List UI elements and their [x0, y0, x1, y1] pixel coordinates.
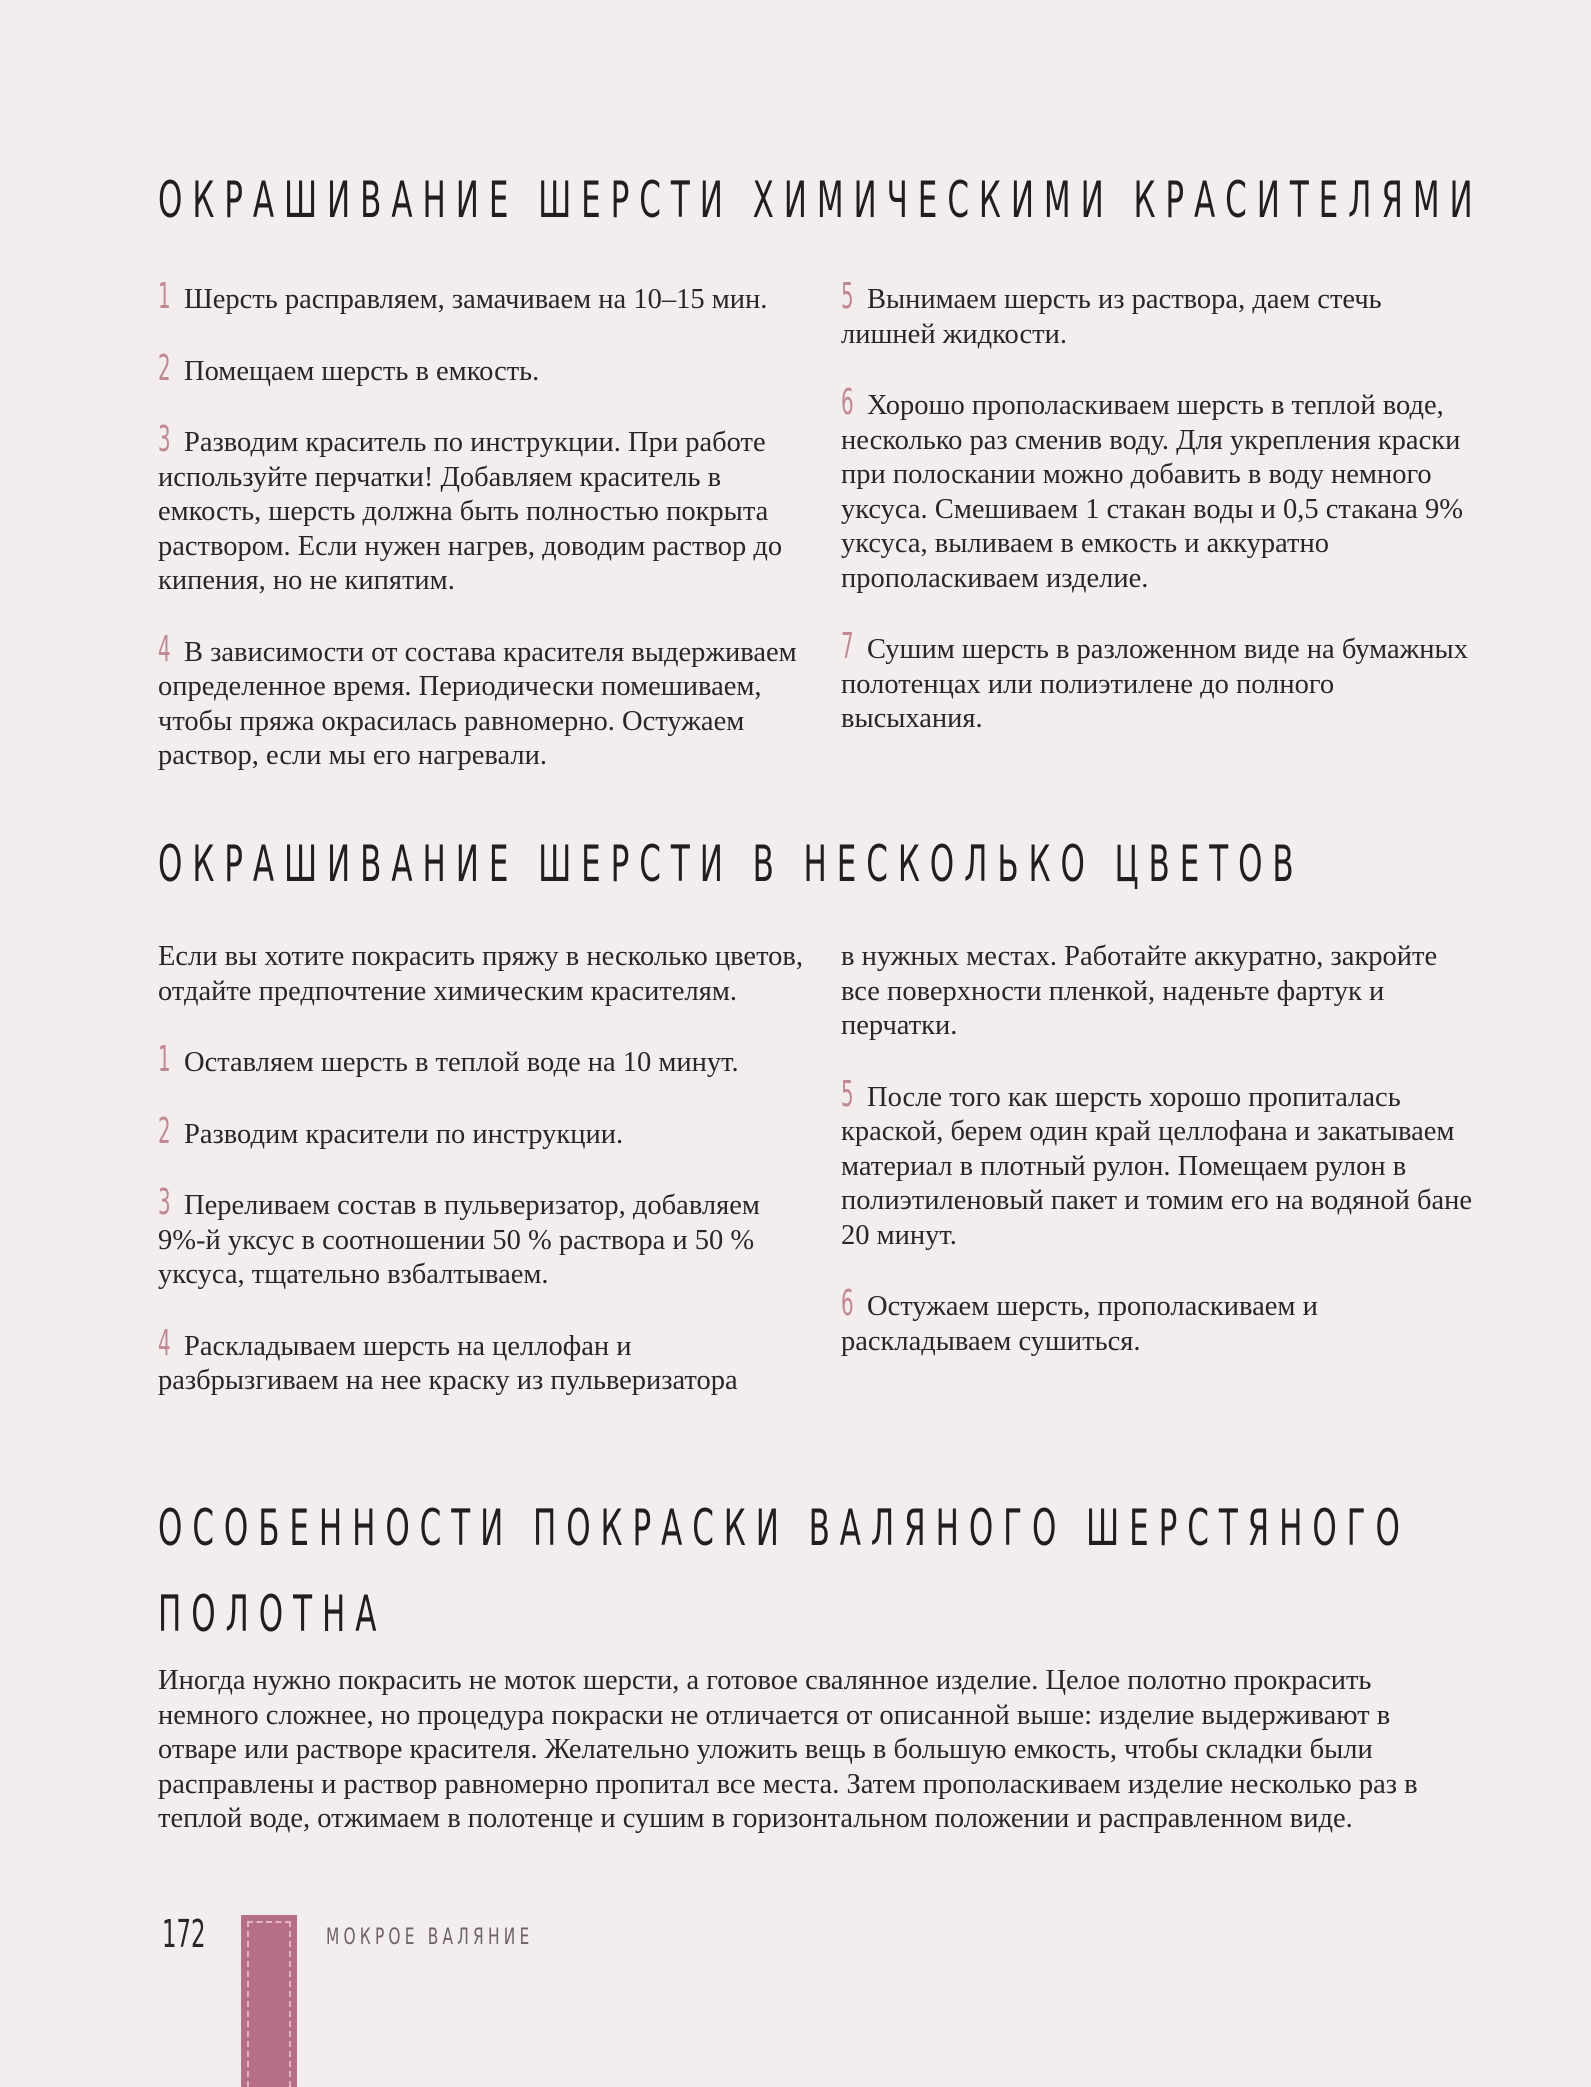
- step-item: [158, 347, 808, 390]
- step-text: Разводим краситель по инструкции. При работе используйте перчатки! Добавляем краситель в емкость, шерсть должна быть полностью покрыта раствором. Если нужен нагрев, доводим раствор до кипения, но не кипятим.: [158, 427, 783, 596]
- step-item: [841, 382, 1481, 596]
- step-number: 4: [158, 628, 171, 670]
- step-item: [841, 626, 1481, 737]
- section-title-multicolor: ОКРАШИВАНИЕ ШЕРСТИ В НЕСКОЛЬКО ЦВЕТОВ: [158, 835, 1304, 893]
- step-number: 5: [841, 276, 854, 317]
- step-item: [841, 1073, 1481, 1254]
- step-continuation: в нужных местах. Работайте аккуратно, закройте все поверхности пленкой, наденьте фартук и перчатки.: [841, 941, 1438, 1041]
- step-text: Разводим красители по инструкции.: [184, 1118, 624, 1150]
- step-number: 2: [158, 347, 171, 389]
- step-number: 1: [158, 276, 171, 317]
- section-title-felt-fabric: [158, 1485, 1410, 1657]
- step-item: [158, 1039, 808, 1081]
- step-item: [158, 1110, 808, 1153]
- section-title-line: ОСОБЕННОСТИ ПОКРАСКИ ВАЛЯНОГО ШЕРСТЯНОГО: [158, 1499, 1410, 1557]
- page-number: 172: [162, 1912, 206, 1956]
- step-item: [158, 1322, 808, 1399]
- step-text: Остужаем шерсть, прополаскиваем и раскладываем сушиться.: [841, 1291, 1318, 1357]
- step-number: 3: [158, 1182, 171, 1223]
- step-text: Помещаем шерсть в емкость.: [184, 355, 540, 387]
- step-number: 1: [158, 1039, 171, 1080]
- step-text: В зависимости от состава красителя выдерживаем определенное время. Периодически помешиваем, чтобы пряжа окрасилась равномерно. Остужаем раствор, если мы его нагревали.: [158, 636, 797, 771]
- right-column-section1: [841, 276, 1481, 771]
- step-number: 2: [158, 1110, 171, 1152]
- section-title-line: ПОЛОТНА: [158, 1585, 387, 1643]
- step-number: 5: [841, 1073, 854, 1115]
- step-item: [841, 1283, 1481, 1359]
- step-text: Оставляем шерсть в теплой воде на 10 минут.: [184, 1047, 739, 1078]
- step-text: После того как шерсть хорошо пропиталась краской, берем один край целлофана и закатываем материал в плотный рулон. Помещаем рулон в полиэтиленовый пакет и томим его на водяной бане 20 минут.: [841, 1081, 1473, 1251]
- step-number: 6: [841, 1283, 854, 1324]
- felt-fabric-paragraph: Иногда нужно покрасить не моток шерсти, а готовое свалянное изделие. Целое полотно прокрасить немного сложнее, но процедура покраски не отличается от описанной выше: изделие выдерживают в отваре или растворе красителя. Желательно уложить вещь в большую емкость, чтобы складки были расправлены и раствор равномерно пропитал все места. Затем прополаскиваем изделие несколько раз в теплой воде, отжимаем в полотенце и сушим в горизонтальном положении и расправленном виде.: [158, 1665, 1418, 1834]
- step-text: Вынимаем шерсть из раствора, даем стечь лишней жидкости.: [841, 284, 1382, 350]
- step-number: 4: [158, 1322, 171, 1364]
- intro-text: Если вы хотите покрасить пряжу в несколько цветов, отдайте предпочтение химическим красителям.: [158, 941, 803, 1007]
- step-number: 7: [841, 626, 854, 667]
- section-title-chemical-dyes: ОКРАШИВАНИЕ ШЕРСТИ ХИМИЧЕСКИМИ КРАСИТЕЛЯМИ: [158, 171, 1483, 229]
- left-column-section2: [158, 940, 808, 1433]
- chapter-name: МОКРОЕ ВАЛЯНИЕ: [326, 1925, 534, 1950]
- step-item: [158, 1182, 808, 1293]
- left-column-section1: [158, 276, 808, 808]
- step-text: Шерсть расправляем, замачиваем на 10–15 мин.: [184, 284, 768, 315]
- step-item: [158, 276, 808, 318]
- step-item: [158, 628, 808, 774]
- step-text: Сушим шерсть в разложенном виде на бумажных полотенцах или полиэтилене до полного высыхания.: [841, 634, 1468, 734]
- step-text: Переливаем состав в пульверизатор, добавляем 9%-й уксус в соотношении 50 % раствора и 50 % уксуса, тщательно взбалтываем.: [158, 1190, 760, 1290]
- step-number: 3: [158, 419, 171, 460]
- step-item: [158, 419, 808, 599]
- step-number: 6: [841, 382, 854, 423]
- bookmark-ribbon: [241, 1915, 297, 2087]
- right-column-section2: [841, 940, 1481, 1393]
- step-item: [841, 276, 1481, 352]
- step-text: Раскладываем шерсть на целлофан и разбрызгиваем на нее краску из пульверизатора: [158, 1330, 738, 1396]
- step-text: Хорошо прополаскиваем шерсть в теплой воде, несколько раз сменив воду. Для укрепления краски при полоскании можно добавить в воду немного уксуса. Смешиваем 1 стакан воды и 0,5 стакана 9% уксуса, выливаем в емкость и аккуратно прополаскиваем изделие.: [841, 390, 1463, 594]
